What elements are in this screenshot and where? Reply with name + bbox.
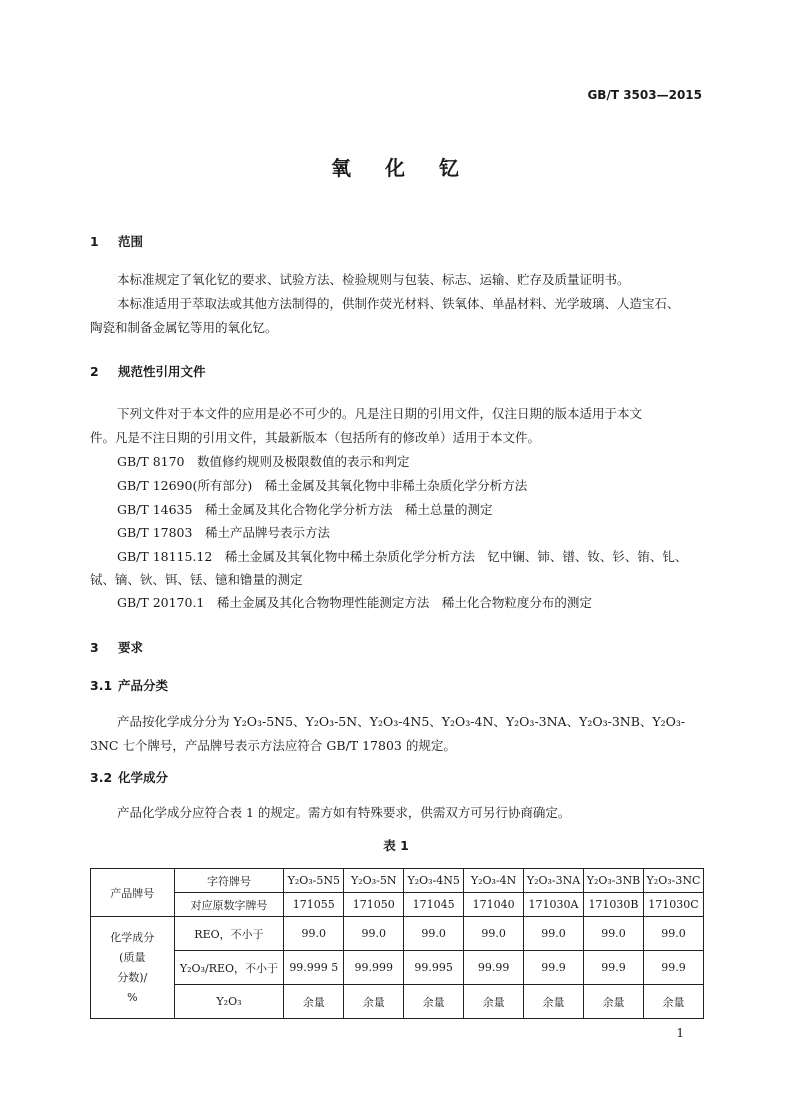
reference-item: GB/T 20170.1 稀土金属及其化合物物理性能测定方法 稀土化合物粒度分布的测定	[117, 595, 592, 610]
table-row	[91, 985, 704, 1019]
section-number: 3.2	[90, 770, 113, 785]
grade-cell: 171030A	[524, 893, 584, 917]
title-char-2: 化	[385, 156, 407, 180]
section-number: 3.1	[90, 678, 113, 693]
section-number: 1	[90, 234, 99, 249]
group-label-line: %	[127, 990, 138, 1004]
document-title	[0, 152, 792, 181]
grade-cell: Y₂O₃-3NB	[584, 869, 644, 893]
row-label: Y₂O₃/REO，不小于	[174, 951, 284, 985]
value-cell: 99.995	[404, 951, 464, 985]
value-cell: 99.0	[524, 917, 584, 951]
paragraph: 产品按化学成分分为 Y₂O₃-5N5、Y₂O₃-5N、Y₂O₃-4N5、Y₂O₃-4N、Y₂O₃-3NA、Y₂O₃-3NB、Y₂O₃-	[117, 714, 686, 729]
section-title: 产品分类	[118, 678, 169, 693]
section-title: 要求	[118, 640, 144, 655]
reference-item: GB/T 18115.12 稀土金属及其氧化物中稀土杂质化学分析方法 钇中镧、铈、镨、钕、钐、铕、钆、	[117, 549, 688, 564]
value-cell: 99.999 5	[284, 951, 344, 985]
grade-cell: Y₂O₃-4N	[464, 869, 524, 893]
section-title: 范围	[118, 234, 144, 249]
reference-item: GB/T 17803 稀土产品牌号表示方法	[117, 525, 330, 540]
section-3-2-heading	[90, 768, 168, 786]
value-cell: 99.0	[643, 917, 703, 951]
paragraph: 件。凡是不注日期的引用文件，其最新版本（包括所有的修改单）适用于本文件。	[90, 430, 541, 445]
section-3-1-heading	[90, 676, 168, 694]
group-label-line: 化学成分	[110, 930, 155, 944]
value-cell: 99.0	[344, 917, 404, 951]
reference-item: GB/T 8170 数值修约规则及极限数值的表示和判定	[117, 454, 410, 469]
grade-cell: Y₂O₃-5N5	[284, 869, 344, 893]
value-cell: 99.0	[464, 917, 524, 951]
table-row	[91, 869, 704, 893]
group-label-line: (质量	[119, 950, 146, 964]
grade-cell: Y₂O₃-3NC	[643, 869, 703, 893]
num-grade-label: 对应原数字牌号	[174, 893, 284, 917]
section-2-heading	[90, 362, 206, 380]
paragraph: 3NC 七个牌号，产品牌号表示方法应符合 GB/T 17803 的规定。	[90, 738, 456, 753]
value-cell: 余量	[464, 985, 524, 1019]
value-cell: 99.0	[584, 917, 644, 951]
value-cell: 余量	[584, 985, 644, 1019]
reference-item-continued: 铽、镝、钬、铒、铥、镱和镥量的测定	[90, 572, 303, 587]
value-cell: 99.9	[643, 951, 703, 985]
value-cell: 余量	[524, 985, 584, 1019]
standard-number: GB/T 3503—2015	[587, 88, 702, 102]
paragraph: 陶瓷和制备金属钇等用的氧化钇。	[90, 320, 278, 335]
value-cell: 99.999	[344, 951, 404, 985]
title-char-3: 钇	[439, 156, 461, 180]
section-title: 规范性引用文件	[118, 364, 206, 379]
page-number: 1	[676, 1026, 684, 1040]
table-row	[91, 893, 704, 917]
value-cell: 余量	[344, 985, 404, 1019]
grade-cell: Y₂O₃-5N	[344, 869, 404, 893]
paragraph: 下列文件对于本文件的应用是必不可少的。凡是注日期的引用文件，仅注日期的版本适用于本文	[117, 406, 643, 421]
value-cell: 99.9	[584, 951, 644, 985]
section-1-heading	[90, 232, 143, 250]
value-cell: 余量	[404, 985, 464, 1019]
value-cell: 99.0	[404, 917, 464, 951]
section-number: 3	[90, 640, 99, 655]
grade-cell: 171030B	[584, 893, 644, 917]
chemical-composition-header	[91, 917, 175, 1019]
grade-cell: Y₂O₃-4N5	[404, 869, 464, 893]
table-caption: 表 1	[383, 838, 409, 853]
value-cell: 余量	[284, 985, 344, 1019]
title-char-1: 氧	[331, 156, 353, 180]
grade-cell: 171055	[284, 893, 344, 917]
reference-item: GB/T 14635 稀土金属及其化合物化学分析方法 稀土总量的测定	[117, 502, 493, 517]
paragraph: 产品化学成分应符合表 1 的规定。需方如有特殊要求，供需双方可另行协商确定。	[117, 805, 571, 820]
paragraph: 本标准适用于萃取法或其他方法制得的，供制作荧光材料、铁氧体、单晶材料、光学玻璃、人造宝石、	[117, 296, 680, 311]
paragraph: 本标准规定了氧化钇的要求、试验方法、检验规则与包装、标志、运输、贮存及质量证明书。	[117, 272, 630, 287]
grade-cell: Y₂O₃-3NA	[524, 869, 584, 893]
composition-table	[90, 868, 704, 1019]
row-label: Y₂O₃	[174, 985, 284, 1019]
table-row	[91, 917, 704, 951]
section-number: 2	[90, 364, 99, 379]
value-cell: 余量	[643, 985, 703, 1019]
group-label-line: 分数)/	[117, 970, 148, 984]
reference-item: GB/T 12690(所有部分) 稀土金属及其氧化物中非稀土杂质化学分析方法	[117, 478, 528, 493]
grade-cell: 171045	[404, 893, 464, 917]
char-grade-label: 字符牌号	[174, 869, 284, 893]
section-3-heading	[90, 638, 143, 656]
grade-cell: 171030C	[643, 893, 703, 917]
grade-cell: 171040	[464, 893, 524, 917]
grade-cell: 171050	[344, 893, 404, 917]
section-title: 化学成分	[118, 770, 169, 785]
row-label: REO，不小于	[174, 917, 284, 951]
table-row	[91, 951, 704, 985]
value-cell: 99.0	[284, 917, 344, 951]
product-grade-header: 产品牌号	[91, 869, 175, 917]
value-cell: 99.99	[464, 951, 524, 985]
value-cell: 99.9	[524, 951, 584, 985]
